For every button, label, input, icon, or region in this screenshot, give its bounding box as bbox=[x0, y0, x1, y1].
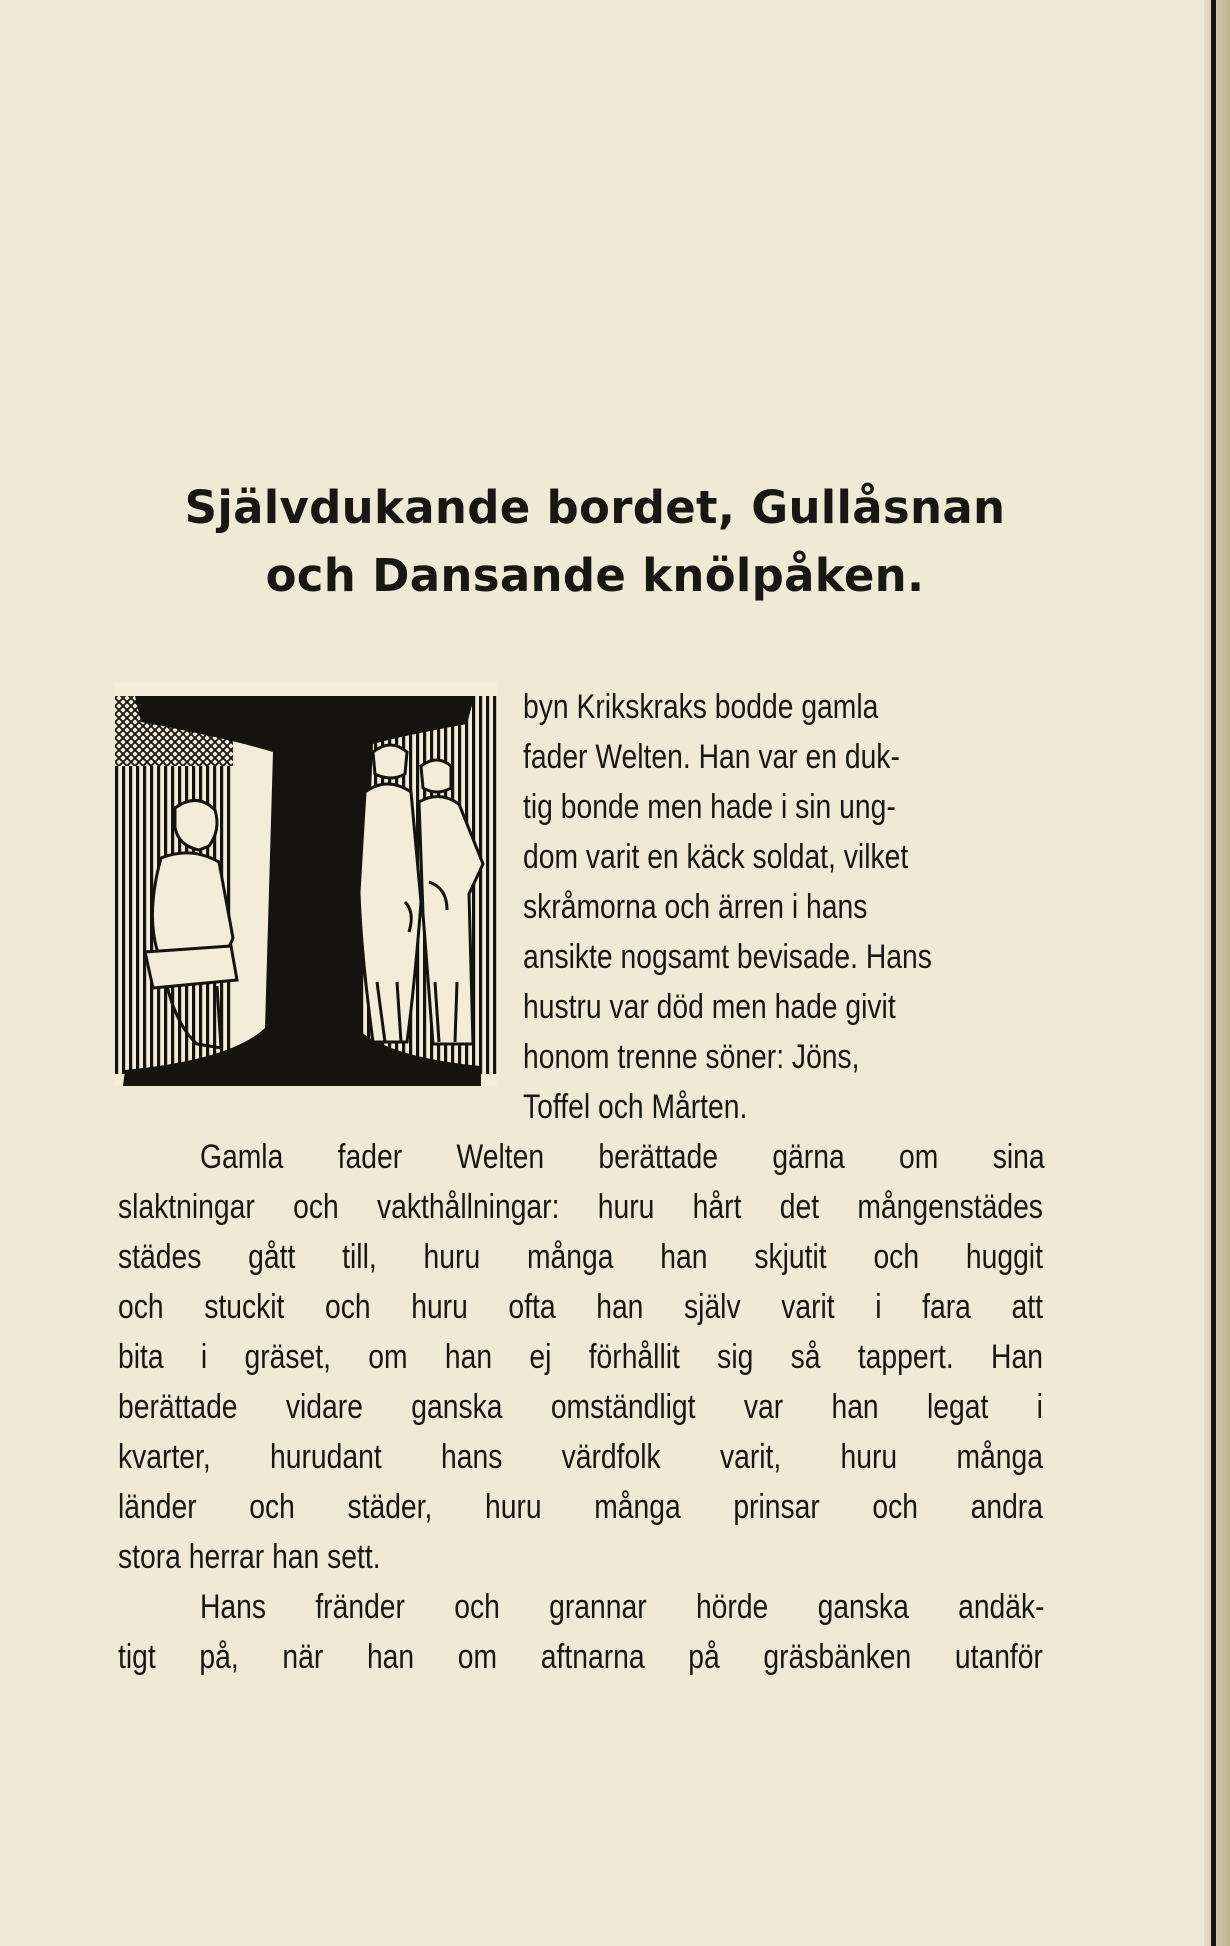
text-line: ansikte nogsamt bevisade. Hans bbox=[523, 938, 932, 976]
page-edge bbox=[1204, 0, 1230, 1946]
text-line: dom varit en käck soldat, vilket bbox=[523, 838, 909, 876]
text-line: fader Welten. Han var en duk- bbox=[523, 738, 900, 776]
text-line: Gamla fader Welten berättade gärna om sina bbox=[200, 1138, 1045, 1176]
text-line: och stuckit och huru ofta han själv varit i fara att bbox=[118, 1288, 1043, 1326]
text-line: skråmorna och ärren i hans bbox=[523, 888, 868, 926]
text-line: tig bonde men hade i sin ung- bbox=[523, 788, 896, 826]
chapter-title-line-1: Självdukande bordet, Gullåsnan bbox=[184, 481, 1006, 534]
text-line: bita i gräset, om han ej förhållit sig så tappert. Han bbox=[118, 1338, 1043, 1376]
text-line: byn Krikskraks bodde gamla bbox=[523, 688, 879, 726]
text-line: kvarter, hurudant hans värdfolk varit, huru många bbox=[118, 1438, 1043, 1476]
text-line: Toffel och Mårten. bbox=[523, 1088, 748, 1126]
text-line: städes gått till, huru många han skjutit och huggit bbox=[118, 1238, 1043, 1276]
binding-line bbox=[1211, 0, 1216, 1946]
text-line: stora herrar han sett. bbox=[118, 1538, 381, 1576]
text-line: tigt på, när han om aftnarna på gräsbänken utanför bbox=[118, 1638, 1043, 1676]
text-line: länder och städer, huru många prinsar och andra bbox=[118, 1488, 1043, 1526]
text-line: hustru var död men hade givit bbox=[523, 988, 896, 1026]
chapter-title-line-2: och Dansande knölpåken. bbox=[265, 549, 925, 602]
illustrated-initial-icon bbox=[115, 682, 497, 1086]
text-line: Hans fränder och grannar hörde ganska andäk- bbox=[200, 1588, 1045, 1626]
text-line: slaktningar och vakthållningar: huru hårt det mångenstädes bbox=[118, 1188, 1043, 1226]
text-line: honom trenne söner: Jöns, bbox=[523, 1038, 860, 1076]
text-line: berättade vidare ganska omständligt var han legat i bbox=[118, 1388, 1043, 1426]
